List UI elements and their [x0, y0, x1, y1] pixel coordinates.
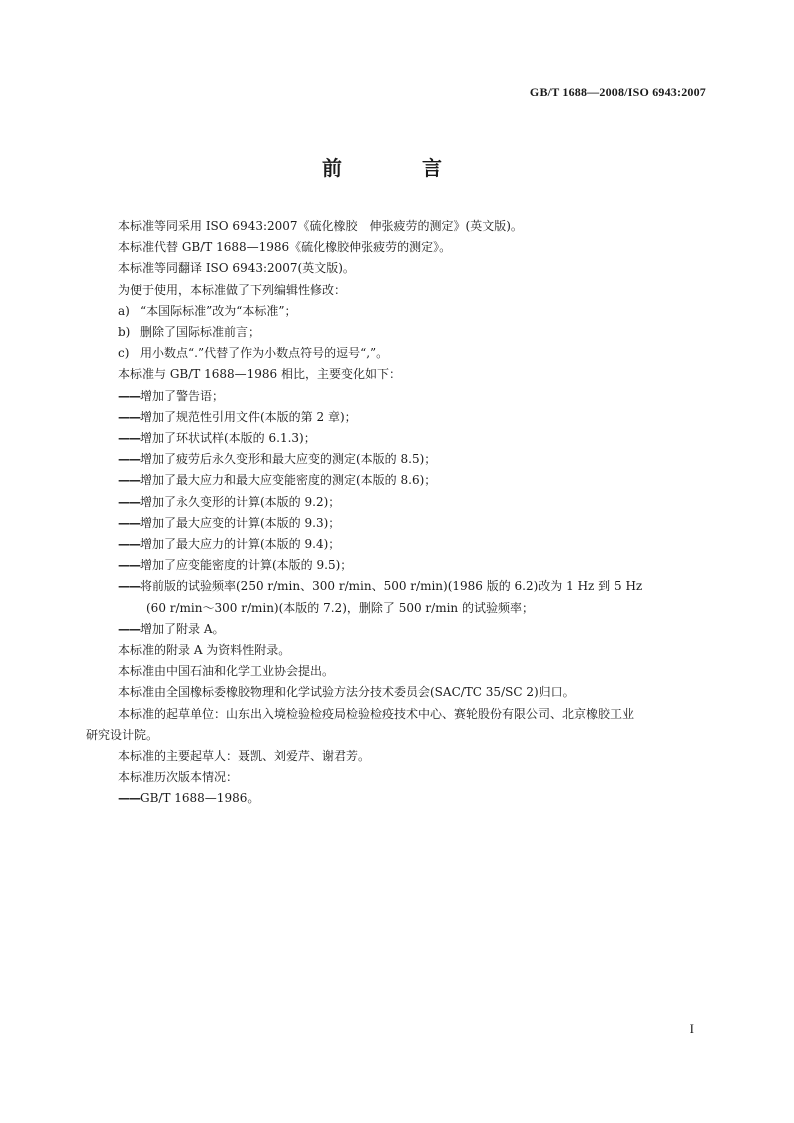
dash-marker: —— — [118, 579, 140, 594]
list-marker: a) — [118, 303, 130, 318]
change-text: 增加了最大应力和最大应变能密度的测定(本版的 8.6)； — [140, 473, 437, 488]
edit-item-a — [118, 301, 710, 322]
change-item — [118, 407, 710, 428]
history-item — [118, 788, 710, 809]
paragraph-drafters: 本标准的主要起草人：聂凯、刘爱芹、谢君芳。 — [118, 749, 371, 764]
change-text: 将前版的试验频率(250 r/min、300 r/min、500 r/min)(1986 版的 6.2)改为 1 Hz 到 5 Hz — [140, 579, 643, 594]
list-item-text: 用小数点“.”代替了作为小数点符号的逗号“,”。 — [140, 346, 389, 361]
paragraph-replaces: 本标准代替 GB/T 1688—1986《硫化橡胶伸张疲劳的测定》。 — [118, 240, 452, 255]
change-text: 增加了附录 A。 — [140, 621, 225, 636]
edit-item-b — [118, 322, 710, 343]
change-item — [118, 513, 710, 534]
dash-marker: —— — [118, 558, 140, 573]
paragraph-drafting-units — [86, 704, 710, 746]
change-item — [118, 428, 710, 449]
paragraph-proposer: 本标准由中国石油和化学工业协会提出。 — [118, 664, 335, 679]
change-text: 增加了永久变形的计算(本版的 9.2)； — [140, 494, 341, 509]
change-text: 增加了规范性引用文件(本版的第 2 章)； — [140, 409, 357, 424]
change-item — [118, 619, 710, 640]
paragraph-history-intro: 本标准历次版本情况： — [118, 770, 239, 785]
change-text: 增加了应变能密度的计算(本版的 9.5)； — [140, 558, 353, 573]
dash-marker: —— — [118, 494, 140, 509]
history-text: GB/T 1688—1986。 — [140, 791, 260, 806]
list-item-text: “本国际标准”改为“本标准”； — [140, 303, 297, 318]
foreword-body — [86, 216, 710, 810]
page-title: 前 言 — [322, 156, 472, 180]
paragraph-annex: 本标准的附录 A 为资料性附录。 — [118, 643, 291, 658]
dash-marker: —— — [118, 452, 140, 467]
edit-item-c — [118, 343, 710, 364]
dash-marker: —— — [118, 473, 140, 488]
standard-code-header: GB/T 1688—2008/ISO 6943:2007 — [529, 85, 706, 99]
change-item — [118, 492, 710, 513]
paragraph-adoption: 本标准等同采用 ISO 6943:2007《硫化橡胶 伸张疲劳的测定》(英文版)。 — [118, 219, 523, 233]
paragraph-changes-intro: 本标准与 GB/T 1688—1986 相比，主要变化如下： — [118, 367, 401, 382]
list-marker: b) — [118, 325, 131, 340]
page-number: I — [689, 1021, 694, 1036]
dash-marker: —— — [118, 791, 140, 806]
dash-marker: —— — [118, 409, 140, 424]
dash-marker: —— — [118, 621, 140, 636]
dash-marker: —— — [118, 388, 140, 403]
change-item-frequency-continuation: (60 r/min～300 r/min)(本版的 7.2)，删除了 500 r/min 的试验频率； — [146, 600, 534, 615]
change-item-frequency — [118, 576, 710, 597]
list-item-text: 删除了国际标准前言； — [140, 325, 261, 340]
change-text: 增加了环状试样(本版的 6.1.3)； — [140, 431, 316, 446]
change-item — [118, 534, 710, 555]
drafting-units-line2: 研究设计院。 — [86, 727, 159, 742]
change-text: 增加了警告语； — [140, 388, 225, 403]
change-item — [118, 555, 710, 576]
change-text: 增加了疲劳后永久变形和最大应变的测定(本版的 8.5)； — [140, 452, 437, 467]
dash-marker: —— — [118, 431, 140, 446]
change-item — [118, 386, 710, 407]
dash-marker: —— — [118, 515, 140, 530]
change-item — [118, 449, 710, 470]
dash-marker: —— — [118, 537, 140, 552]
change-text: 增加了最大应变的计算(本版的 9.3)； — [140, 515, 341, 530]
paragraph-edits-intro: 为便于使用，本标准做了下列编辑性修改： — [118, 282, 347, 297]
list-marker: c) — [118, 346, 130, 361]
change-text: 增加了最大应力的计算(本版的 9.4)； — [140, 537, 341, 552]
paragraph-committee: 本标准由全国橡标委橡胶物理和化学试验方法分技术委员会(SAC/TC 35/SC 2)归口。 — [118, 685, 575, 700]
paragraph-translation: 本标准等同翻译 ISO 6943:2007(英文版)。 — [118, 261, 355, 276]
change-item — [118, 470, 710, 491]
drafting-units-line1: 本标准的起草单位：山东出入境检验检疫局检验检疫技术中心、赛轮股份有限公司、北京橡胶工业 — [118, 706, 635, 721]
